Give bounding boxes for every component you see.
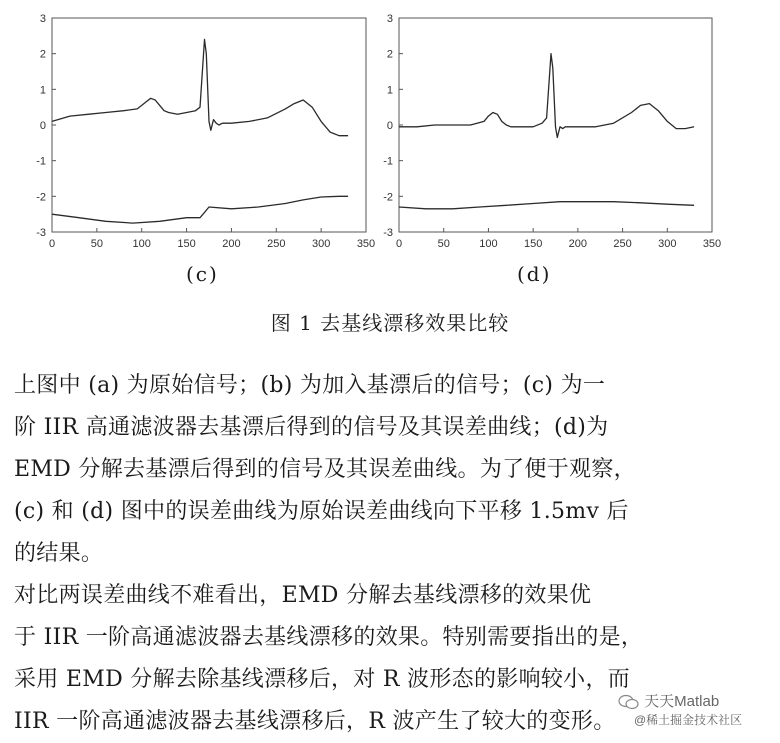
y-tick-label: -1 [36,155,46,168]
signal-line [399,54,694,138]
y-tick-label: -3 [36,227,46,239]
x-tick-label: 250 [267,238,286,250]
text-line: 采用 EMD 分解去除基线漂移后，对 R 波形态的影响较小，而 [14,667,631,692]
text-line: (c) 和 (d) 图中的误差曲线为原始误差曲线向下平移 1.5mv 后 [14,499,629,524]
x-tick-label: 0 [48,238,56,250]
text-line: 阶 IIR 高通滤波器去基漂后得到的信号及其误差曲线；(d)为 [14,415,609,440]
x-tick-label: 0 [395,238,403,250]
x-tick-label: 50 [90,238,103,250]
x-tick-label: 350 [702,238,722,250]
y-tick-label: 0 [39,120,46,132]
x-tick-label: 250 [613,238,632,250]
text-line: 的结果。 [14,541,104,566]
paragraph-1 [14,365,766,575]
text-line: EMD 分解去基漂后得到的信号及其误差曲线。为了便于观察， [14,457,636,482]
x-tick-label: 200 [222,238,241,250]
x-tick-label: 50 [437,238,450,250]
watermark-title: 天天Matlab [644,693,720,710]
chart-d [0,0,780,258]
figure-caption: 图 1 去基线漂移效果比较 [270,311,510,335]
text-line: 对比两误差曲线不难看出，EMD 分解去基线漂移的效果优 [14,583,592,608]
y-tick-label: -2 [36,191,46,204]
y-tick-label: 3 [386,13,393,25]
x-tick-label: 150 [523,238,543,250]
error-curve-line [399,202,694,209]
y-tick-label: 0 [386,120,393,132]
x-tick-label: 150 [177,238,196,250]
y-tick-label: 3 [39,13,46,25]
y-tick-label: -2 [383,191,393,204]
watermark [618,690,743,727]
x-tick-label: 350 [356,238,376,250]
subfigure-label-c: (c) [186,262,219,286]
x-tick-label: 200 [568,238,588,250]
subfigure-label-d: (d) [517,262,552,286]
x-tick-label: 300 [658,238,677,250]
wechat-icon [618,694,640,710]
text-line: 于 IIR 一阶高通滤波器去基线漂移的效果。特别需要指出的是， [14,625,644,650]
y-tick-label: 2 [386,48,393,61]
text-line: IIR 一阶高通滤波器去基线漂移后，R 波产生了较大的变形。 [14,709,616,734]
y-tick-label: -1 [383,155,393,168]
y-tick-label: -3 [383,227,393,239]
y-tick-label: 2 [39,48,46,61]
y-tick-label: 1 [39,84,46,97]
text-line: 上图中 (a) 为原始信号；(b) 为加入基漂后的信号；(c) 为一 [14,373,606,398]
x-tick-label: 300 [311,238,331,250]
y-tick-label: 1 [386,84,393,97]
x-tick-label: 100 [132,238,151,250]
x-tick-label: 100 [479,238,498,250]
watermark-subtitle: @稀土掘金技术社区 [634,713,743,727]
